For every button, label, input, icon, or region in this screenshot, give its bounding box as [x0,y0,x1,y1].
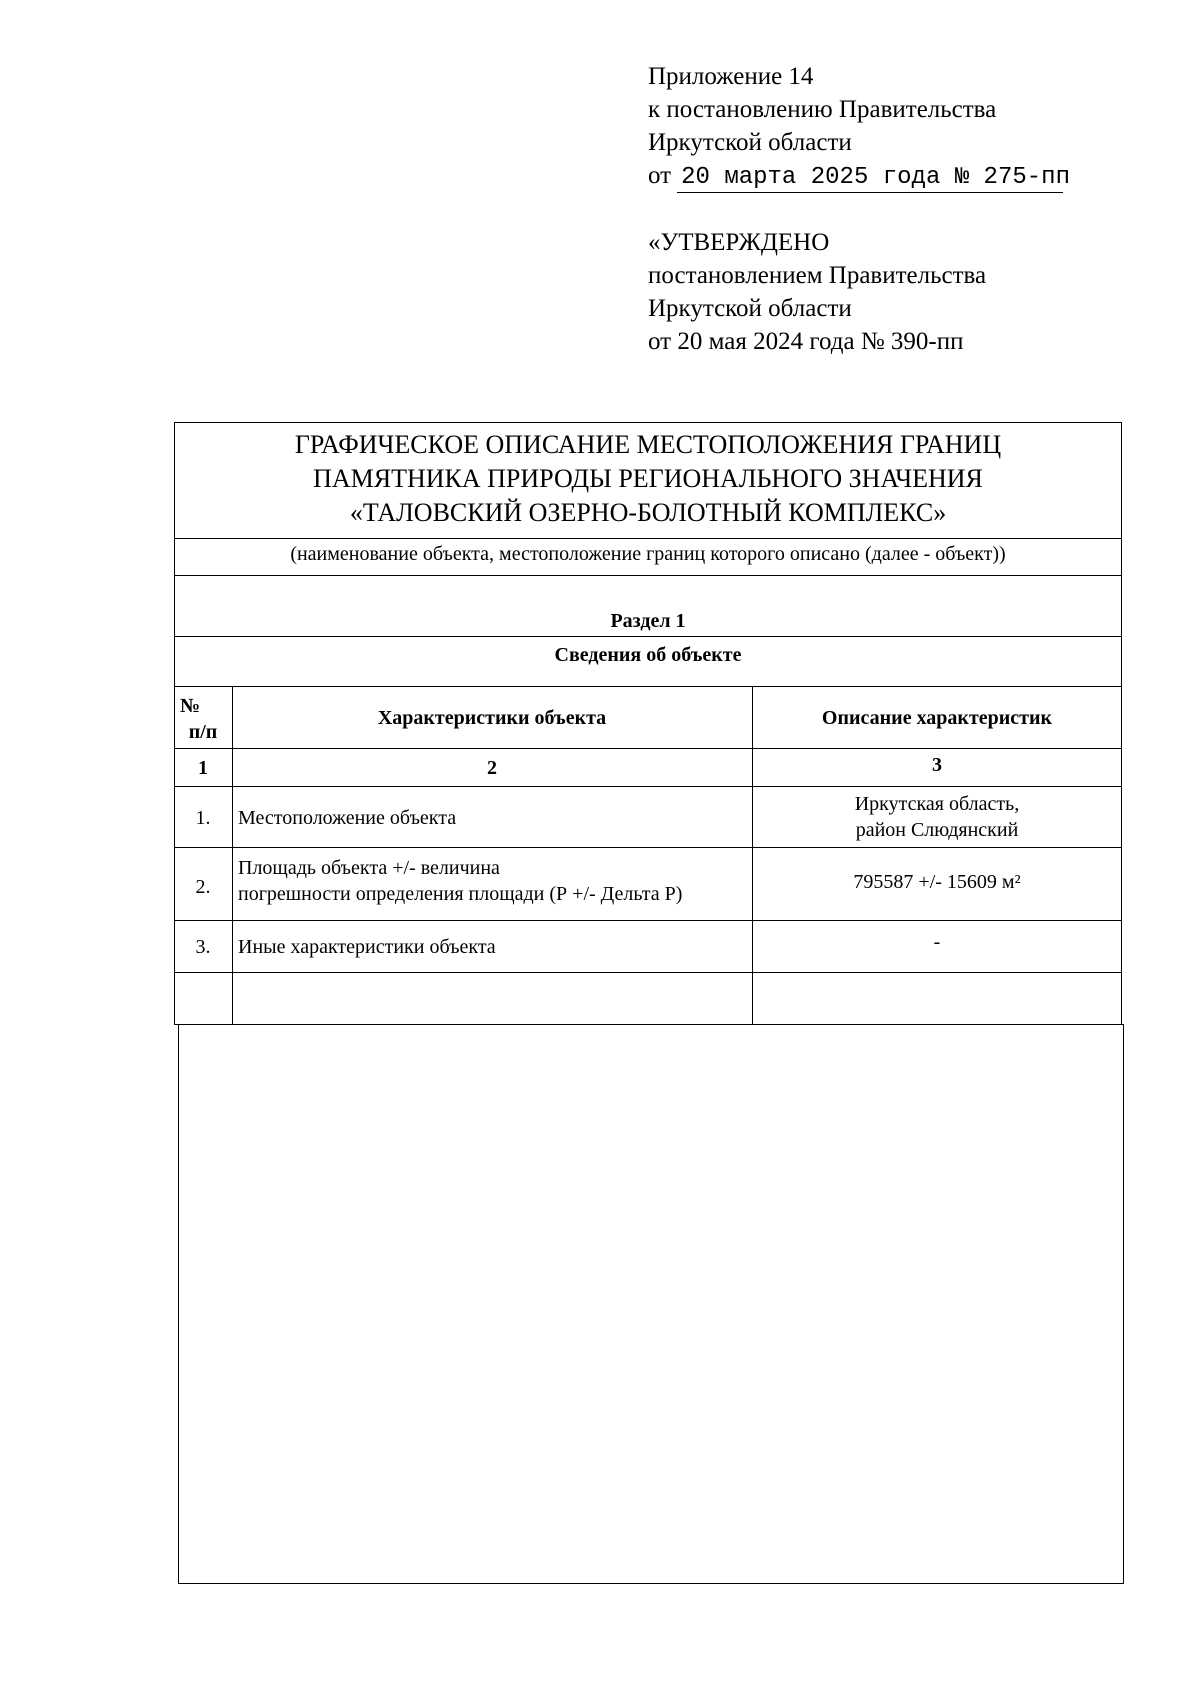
row-number: 1. [195,807,211,829]
appendix-resolution: к постановлению Правительства [648,96,997,123]
title-line: ГРАФИЧЕСКОЕ ОПИСАНИЕ МЕСТОПОЛОЖЕНИЯ ГРАНИЦ [294,430,1002,459]
row-number: 2. [195,876,211,898]
divider [174,786,1122,787]
header-description: Описание характеристик [821,707,1053,729]
row-characteristic: Площадь объекта +/- величина погрешности определения площади (Р +/- Дельта Р) [238,857,683,905]
divider [174,748,1122,749]
row-number: 3. [195,936,211,958]
graphic-frame [178,1024,1124,1584]
header-characteristics: Характеристики объекта [377,707,607,729]
divider [174,575,1122,576]
approval-block [648,226,986,358]
column-number: 2 [487,757,497,779]
divider [174,686,1122,687]
object-caption: (наименование объекта, местоположение границ которого описано (далее - объект)) [290,543,1006,565]
approval-resolution: постановлением Правительства [648,262,987,289]
row-description: - [933,931,941,953]
header-num: № п/п [180,695,218,743]
row-description: Иркутская область, район Слюдянский [854,793,1020,841]
appendix-date-prefix: от [648,162,672,189]
row-characteristic: Местоположение объекта [238,807,457,829]
row-description: 795587 +/- 15609 м² [853,871,1021,893]
divider [174,847,1122,848]
divider [174,920,1122,921]
divider [174,538,1122,539]
document-title [176,428,1120,530]
section-label: Раздел 1 [610,610,686,632]
appendix-header [648,60,1070,193]
section-title: Сведения об объекте [554,644,742,666]
column-number: 1 [198,757,208,779]
approval-date: от 20 мая 2024 года № 390-пп [648,328,964,355]
divider [174,972,1122,973]
title-line: «ТАЛОВСКИЙ ОЗЕРНО-БОЛОТНЫЙ КОМПЛЕКС» [349,498,947,527]
appendix-date-handwritten: 20 марта 2025 года № 275-пп [677,164,1063,193]
column-number: 3 [932,754,942,776]
approval-region: Иркутской области [648,295,852,322]
title-line: ПАМЯТНИКА ПРИРОДЫ РЕГИОНАЛЬНОГО ЗНАЧЕНИЯ [313,464,983,493]
approval-stamp: «УТВЕРЖДЕНО [648,229,830,256]
appendix-number: Приложение 14 [648,63,814,90]
column-divider [232,686,233,1025]
row-characteristic: Иные характеристики объекта [238,936,496,958]
appendix-date-line [648,159,1070,193]
divider [174,636,1122,637]
appendix-region: Иркутской области [648,129,852,156]
column-divider [752,686,753,1025]
